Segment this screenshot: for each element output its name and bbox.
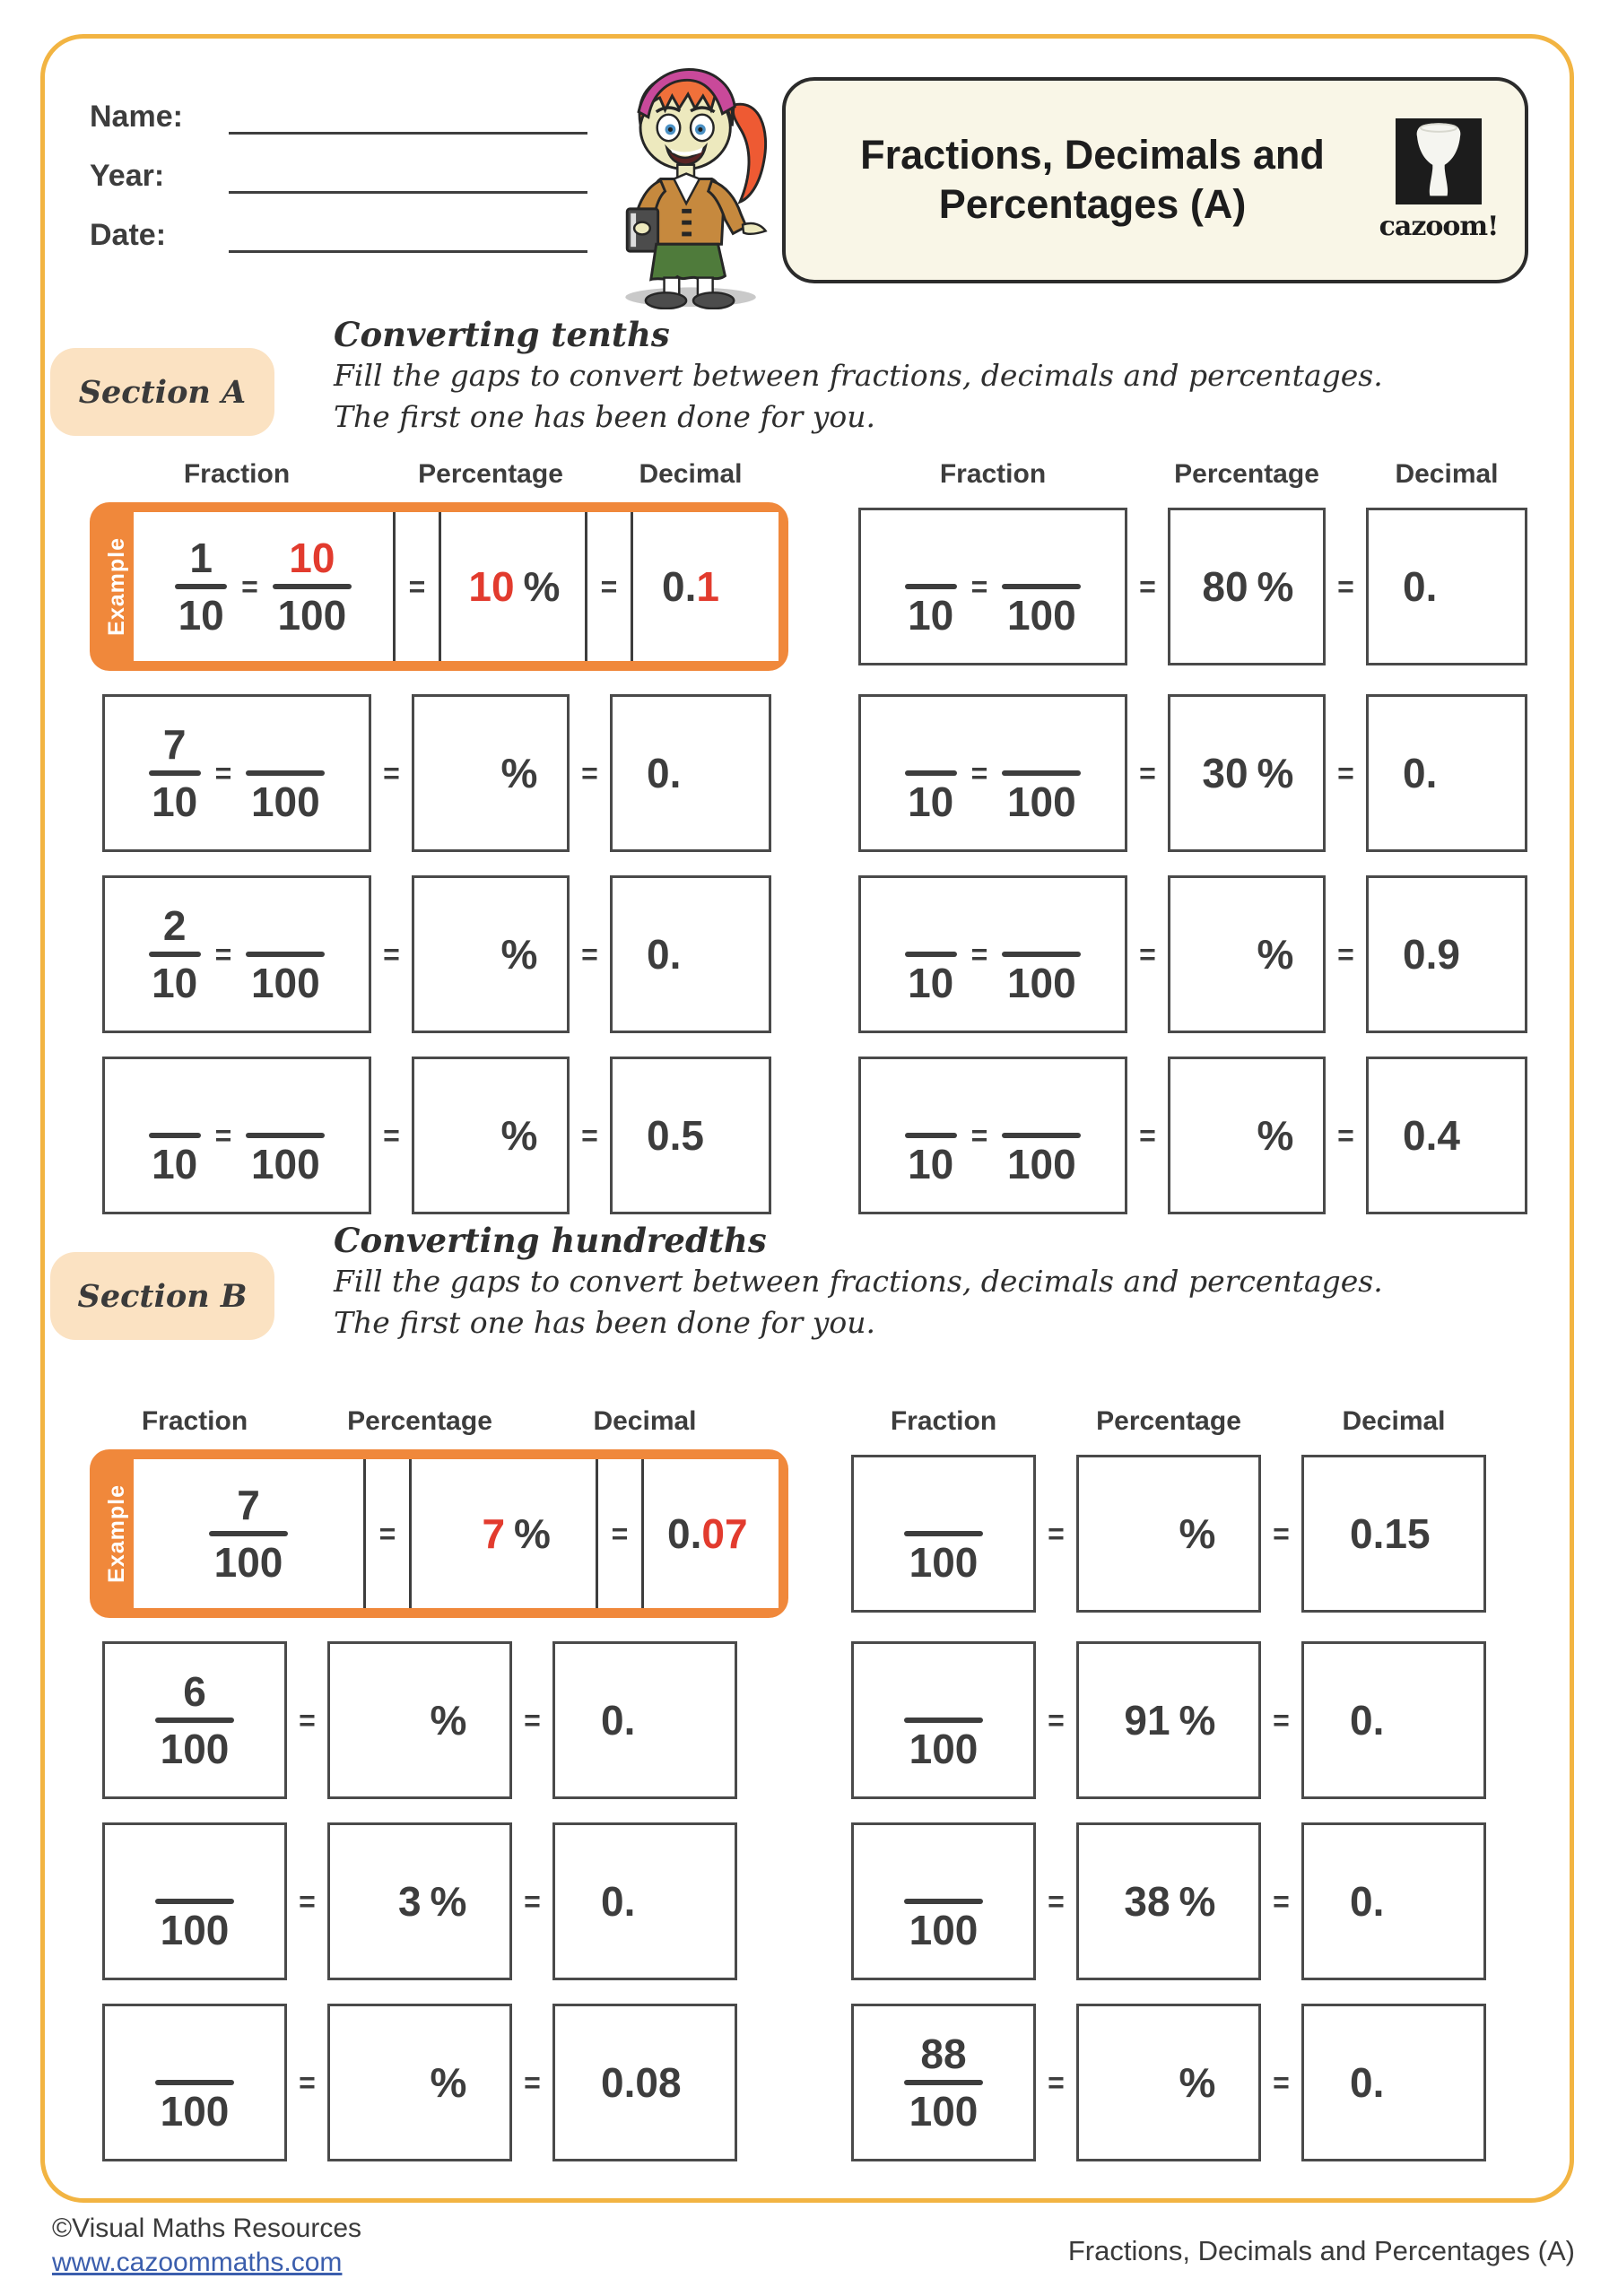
- equals-sign: =: [1139, 570, 1156, 603]
- date-field: [90, 210, 587, 253]
- decimal-cell: 0.07: [667, 1510, 748, 1557]
- equals-sign: =: [1048, 1884, 1065, 1918]
- conversion-row: [102, 1822, 791, 1980]
- example-tab: Example: [103, 537, 129, 636]
- percentage-box[interactable]: %: [1076, 1455, 1261, 1613]
- section-a-heading: Converting tenths: [334, 315, 670, 354]
- section-a-left-column: [90, 459, 791, 1214]
- decimal-box[interactable]: 0.: [552, 1822, 737, 1980]
- cazoom-logo: [1376, 118, 1501, 242]
- decimal-box[interactable]: 0.: [1301, 1641, 1486, 1799]
- equals-sign: =: [1273, 1517, 1290, 1550]
- equals-sign: =: [383, 1118, 400, 1152]
- equals-sign: =: [1337, 937, 1354, 970]
- column-headers: Fraction Percentage Decimal: [890, 1406, 1446, 1436]
- worksheet-title-box: [782, 77, 1528, 283]
- conversion-row: [851, 1822, 1540, 1980]
- fraction-bar: [905, 952, 957, 957]
- conversion-row: [851, 1455, 1486, 1613]
- equals-sign: =: [383, 937, 400, 970]
- conversion-row: [102, 2004, 791, 2161]
- logo-wordmark: cazoom!: [1379, 211, 1499, 242]
- date-label: Date:: [90, 218, 167, 252]
- fraction-box[interactable]: 10 = 100: [858, 1057, 1127, 1214]
- percentage-box[interactable]: %: [1168, 875, 1326, 1033]
- equals-sign: =: [581, 756, 598, 789]
- equals-sign: =: [299, 2066, 316, 2099]
- section-b-instructions: Converting hundredths Fill the gaps to convert between fractions, decimals and percentages. The first one has been done for you.: [334, 1220, 1455, 1344]
- fraction-bar: [904, 1531, 983, 1536]
- decimal-box[interactable]: 0.: [1301, 2004, 1486, 2161]
- fraction-box[interactable]: 100: [102, 1822, 287, 1980]
- decimal-box[interactable]: 0.: [610, 694, 771, 852]
- fraction-bar: [1002, 770, 1081, 776]
- column-headers: Fraction Percentage Decimal: [183, 459, 743, 489]
- fraction-bar: [904, 2080, 983, 2085]
- year-input-line[interactable]: [229, 158, 587, 194]
- year-label: Year:: [90, 159, 165, 193]
- equals-sign: =: [1048, 2066, 1065, 2099]
- fraction-bar: [209, 1531, 288, 1536]
- section-b-pill: Section B: [50, 1252, 274, 1340]
- decimal-box[interactable]: 0.4: [1366, 1057, 1527, 1214]
- example-row: [90, 502, 788, 671]
- decimal-box[interactable]: 0.9: [1366, 875, 1527, 1033]
- fraction-bar: [905, 770, 957, 776]
- fraction-bar: [155, 1899, 234, 1904]
- date-input-line[interactable]: [229, 217, 587, 253]
- equals-sign: =: [1273, 1884, 1290, 1918]
- percentage-box[interactable]: %: [1168, 1057, 1326, 1214]
- equals-sign: =: [1139, 1118, 1156, 1152]
- percentage-box[interactable]: %: [412, 694, 570, 852]
- equals-sign: =: [299, 1884, 316, 1918]
- section-a-instructions: Converting tenths Fill the gaps to convert between fractions, decimals and percentages. The first one has been done for you.: [334, 314, 1455, 438]
- percentage-box[interactable]: 80 %: [1168, 508, 1326, 665]
- decimal-box[interactable]: 0.: [552, 1641, 737, 1799]
- fraction-bar: [905, 1133, 957, 1138]
- column-headers: Fraction Percentage Decimal: [939, 459, 1499, 489]
- fraction-box[interactable]: 6 100: [102, 1641, 287, 1799]
- percentage-box[interactable]: 30 %: [1168, 694, 1326, 852]
- fraction-bar: [904, 1899, 983, 1904]
- conversion-row: [858, 694, 1547, 852]
- equals-sign: =: [1273, 2066, 1290, 2099]
- fraction-box[interactable]: 100: [851, 1641, 1036, 1799]
- conversion-row: [102, 694, 791, 852]
- fraction-box[interactable]: 100: [851, 1455, 1036, 1613]
- section-b-left-column: [90, 1406, 791, 2161]
- percentage-cell: 7 %: [482, 1510, 551, 1557]
- equals-sign: =: [1048, 1703, 1065, 1736]
- fraction-bar: [246, 770, 325, 776]
- decimal-box[interactable]: 0.: [610, 875, 771, 1033]
- conversion-row: [102, 1057, 791, 1214]
- equals-sign: =: [383, 756, 400, 789]
- decimal-box[interactable]: 0.: [1366, 508, 1527, 665]
- student-fields: [90, 91, 587, 269]
- equals-sign: =: [581, 1118, 598, 1152]
- fraction-box[interactable]: 100: [851, 1822, 1036, 1980]
- fraction-bar: [1002, 584, 1081, 589]
- worksheet-title: Fractions, Decimals and Percentages (A): [860, 132, 1325, 227]
- percentage-box[interactable]: %: [1076, 2004, 1261, 2161]
- copyright-text: ©Visual Maths Resources: [52, 2213, 362, 2243]
- fraction-bar: [905, 584, 957, 589]
- section-b-heading: Converting hundredths: [334, 1221, 767, 1260]
- percentage-box[interactable]: %: [327, 1641, 512, 1799]
- fraction-box[interactable]: 10 = 100: [858, 694, 1127, 852]
- equals-sign: =: [581, 937, 598, 970]
- conversion-row: [858, 875, 1547, 1033]
- section-a-right-column: [846, 459, 1547, 1214]
- conversion-row: [858, 1057, 1547, 1214]
- equals-sign: =: [524, 1884, 541, 1918]
- website-link[interactable]: www.cazoommaths.com: [52, 2248, 343, 2277]
- decimal-box[interactable]: 0.: [1366, 694, 1527, 852]
- fraction-bar: [149, 1133, 201, 1138]
- fraction-cell: 1 10 = 10 100: [134, 512, 393, 661]
- fraction-bar: [175, 584, 227, 589]
- conversion-row: [851, 2004, 1540, 2161]
- decimal-box[interactable]: 0.: [1301, 1822, 1486, 1980]
- fraction-box[interactable]: 10 = 100: [102, 1057, 371, 1214]
- decimal-cell: 0.1: [662, 563, 719, 610]
- footer-doc-title: Fractions, Decimals and Percentages (A): [1067, 2235, 1575, 2266]
- percentage-box[interactable]: %: [412, 875, 570, 1033]
- year-field: [90, 151, 587, 194]
- equals-sign: =: [1337, 570, 1354, 603]
- percentage-box[interactable]: 38 %: [1076, 1822, 1261, 1980]
- example-row: [90, 1449, 788, 1618]
- equals-sign: =: [299, 1703, 316, 1736]
- fraction-box[interactable]: 2 10 = 100: [102, 875, 371, 1033]
- equals-sign: =: [596, 1459, 644, 1608]
- section-a-pill: Section A: [50, 348, 274, 436]
- equals-sign: =: [1048, 1517, 1065, 1550]
- fraction-box[interactable]: 10 = 100: [858, 508, 1127, 665]
- percentage-box[interactable]: 91 %: [1076, 1641, 1261, 1799]
- equals-sign: =: [1139, 937, 1156, 970]
- fraction-bar: [246, 1133, 325, 1138]
- fraction-bar: [155, 2080, 234, 2085]
- equals-sign: =: [1337, 1118, 1354, 1152]
- example-tab: Example: [103, 1484, 129, 1583]
- conversion-row: [858, 508, 1527, 665]
- fraction-cell: 7 100: [134, 1459, 363, 1608]
- fraction-bar: [155, 1718, 234, 1723]
- equals-sign: =: [585, 512, 633, 661]
- equals-sign: =: [393, 512, 441, 661]
- fraction-box[interactable]: 10 = 100: [858, 875, 1127, 1033]
- decimal-box[interactable]: 0.15: [1301, 1455, 1486, 1613]
- equals-sign: =: [524, 1703, 541, 1736]
- fraction-bar: [149, 770, 201, 776]
- conversion-row: [851, 1641, 1540, 1799]
- fraction-bar: [1002, 952, 1081, 957]
- percentage-cell: 10 %: [468, 563, 561, 610]
- equals-sign: =: [1273, 1703, 1290, 1736]
- name-input-line[interactable]: [229, 99, 587, 135]
- decimal-box[interactable]: 0.5: [610, 1057, 771, 1214]
- fraction-bar: [904, 1718, 983, 1723]
- percentage-box[interactable]: %: [327, 2004, 512, 2161]
- percentage-box[interactable]: %: [412, 1057, 570, 1214]
- conversion-row: [102, 1641, 791, 1799]
- fraction-box[interactable]: 7 10 = 100: [102, 694, 371, 852]
- decimal-box[interactable]: 0.08: [552, 2004, 737, 2161]
- conversion-row: [102, 875, 791, 1033]
- fraction-bar: [149, 952, 201, 957]
- fraction-bar: [273, 584, 352, 589]
- fraction-bar: [246, 952, 325, 957]
- mascot-girl-illustration: [581, 45, 805, 314]
- section-b-right-column: [839, 1406, 1540, 2161]
- name-label: Name:: [90, 100, 183, 134]
- percentage-box[interactable]: 3 %: [327, 1822, 512, 1980]
- column-headers: Fraction Percentage Decimal: [141, 1406, 697, 1436]
- drum-icon: [1396, 118, 1482, 209]
- equals-sign: =: [1139, 756, 1156, 789]
- name-field: [90, 91, 587, 135]
- fraction-box[interactable]: 88 100: [851, 2004, 1036, 2161]
- equals-sign: =: [1337, 756, 1354, 789]
- fraction-bar: [1002, 1133, 1081, 1138]
- equals-sign: =: [363, 1459, 412, 1608]
- fraction-box[interactable]: 100: [102, 2004, 287, 2161]
- equals-sign: =: [524, 2066, 541, 2099]
